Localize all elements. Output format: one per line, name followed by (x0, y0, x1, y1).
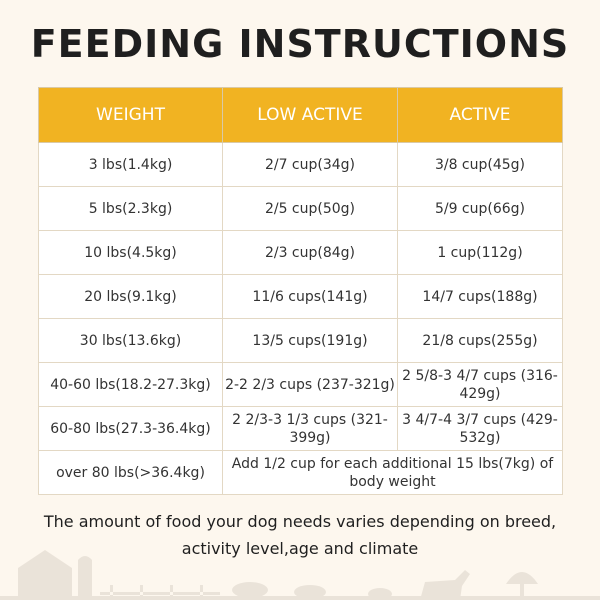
table-header-row (39, 88, 563, 143)
weight-cell: 10 lbs(4.5kg) (39, 231, 223, 275)
table-row (39, 231, 563, 275)
table-row (39, 187, 563, 231)
active-cell: 21/8 cups(255g) (398, 319, 563, 363)
active-cell: 3/8 cup(45g) (398, 143, 563, 187)
table-row (39, 319, 563, 363)
footer-line-2: activity level,age and climate (181, 539, 419, 558)
table-row (39, 407, 563, 451)
active-cell: 3 4/7-4 3/7 cups (429-532g) (398, 407, 563, 451)
table-row (39, 143, 563, 187)
silo-icon (78, 560, 92, 600)
weight-cell: 20 lbs(9.1kg) (39, 275, 223, 319)
low-active-cell: 2/3 cup(84g) (223, 231, 398, 275)
feeding-table (38, 87, 563, 495)
low-active-cell: 2/5 cup(50g) (223, 187, 398, 231)
table-row (39, 275, 563, 319)
header-weight: WEIGHT (39, 88, 223, 143)
weight-cell: 3 lbs(1.4kg) (39, 143, 223, 187)
cow-icon (232, 582, 268, 598)
header-active: ACTIVE (398, 88, 563, 143)
table-row (39, 451, 563, 495)
weight-cell: 30 lbs(13.6kg) (39, 319, 223, 363)
horse-icon (420, 570, 470, 600)
low-active-cell: 11/6 cups(141g) (223, 275, 398, 319)
weight-cell: 60-80 lbs(27.3-36.4kg) (39, 407, 223, 451)
farm-silhouette-illustration (0, 530, 600, 600)
active-cell: 2 5/8-3 4/7 cups (316-429g) (398, 363, 563, 407)
active-cell: 14/7 cups(188g) (398, 275, 563, 319)
header-low-active: LOW ACTIVE (223, 88, 398, 143)
tree-icon (506, 572, 538, 600)
page-title: FEEDING INSTRUCTIONS (30, 22, 570, 66)
weight-cell: 40-60 lbs(18.2-27.3kg) (39, 363, 223, 407)
active-cell: 5/9 cup(66g) (398, 187, 563, 231)
active-cell: 1 cup(112g) (398, 231, 563, 275)
low-active-cell: 2 2/3-3 1/3 cups (321-399g) (223, 407, 398, 451)
additional-feeding-note: Add 1/2 cup for each additional 15 lbs(7kg) of body weight (223, 451, 563, 495)
low-active-cell: 2-2 2/3 cups (237-321g) (223, 363, 398, 407)
weight-cell: 5 lbs(2.3kg) (39, 187, 223, 231)
barn-icon (18, 550, 72, 600)
low-active-cell: 2/7 cup(34g) (223, 143, 398, 187)
weight-cell: over 80 lbs(>36.4kg) (39, 451, 223, 495)
table-row (39, 363, 563, 407)
low-active-cell: 13/5 cups(191g) (223, 319, 398, 363)
footer-line-1: The amount of food your dog needs varies depending on breed, (43, 512, 557, 531)
